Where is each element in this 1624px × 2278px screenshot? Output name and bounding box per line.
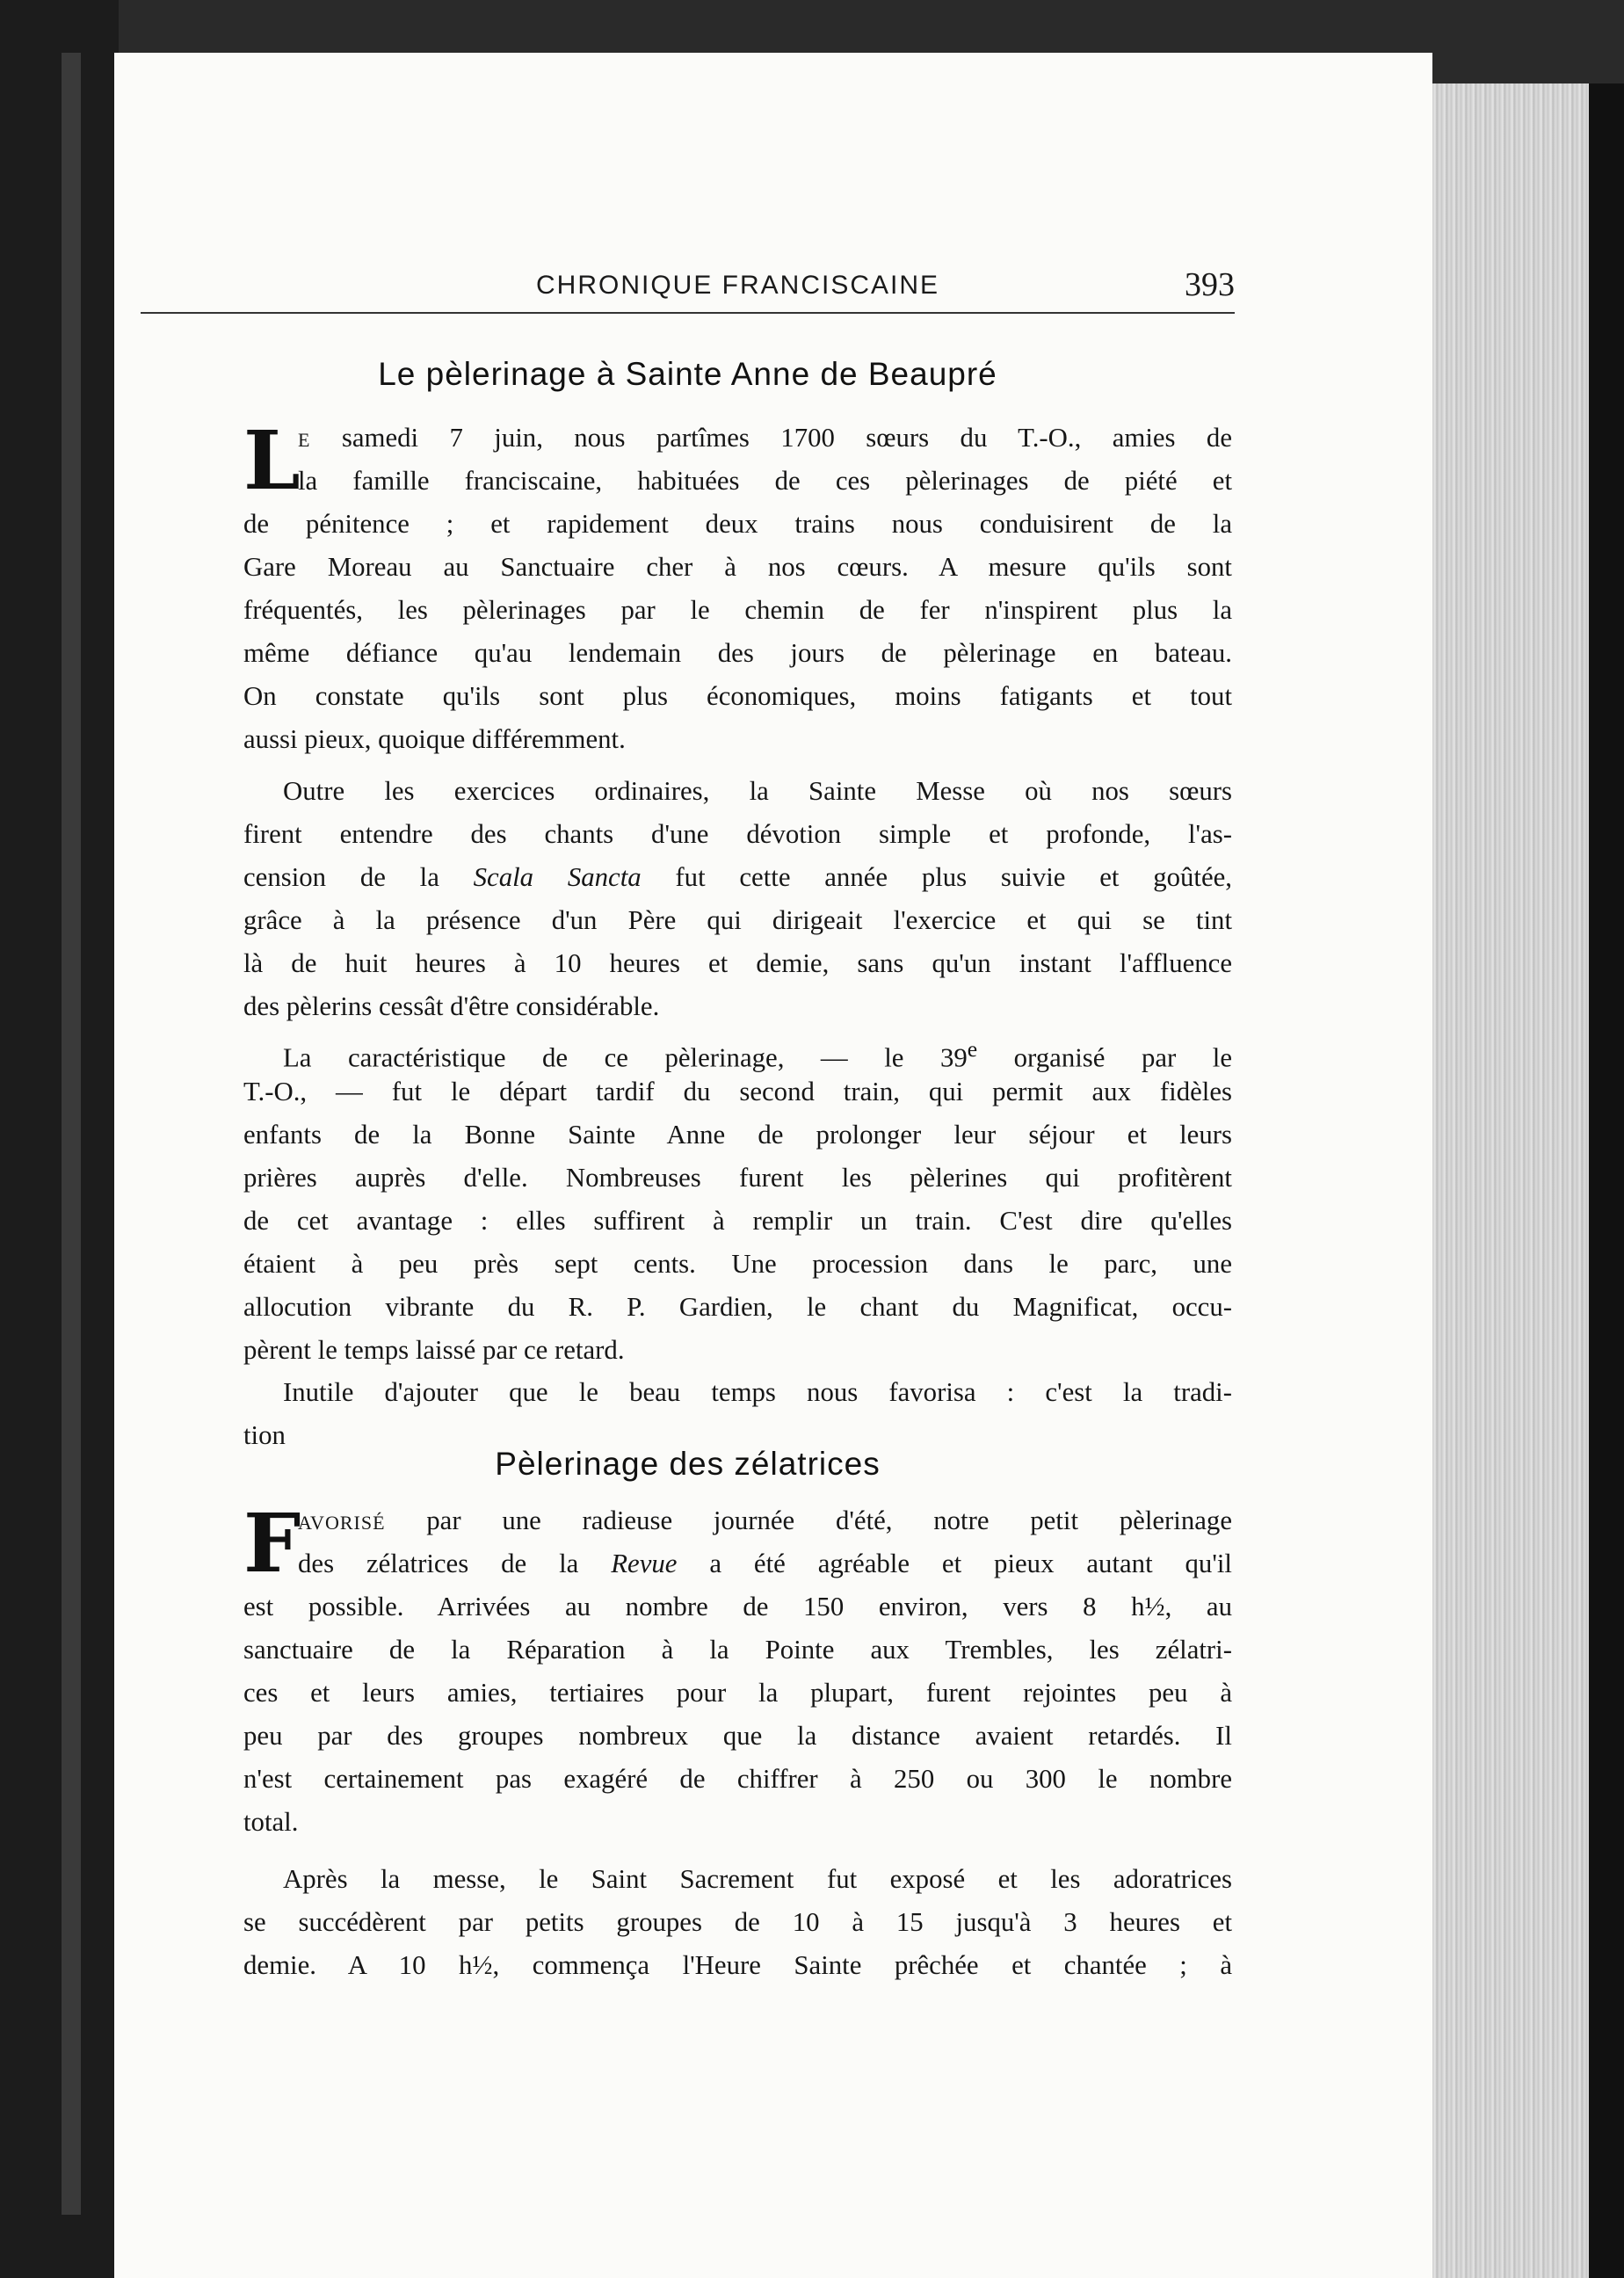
text-line [243, 1542, 1232, 1585]
page-edge-shadow [1589, 83, 1624, 2278]
section-title-beaupre: Le pèlerinage à Sainte Anne de Beaupré [378, 356, 997, 392]
line-text: organisé par le [1013, 1042, 1232, 1073]
text-line [243, 1499, 1232, 1542]
page-number: 393 [1185, 266, 1235, 303]
superscript: e [967, 1036, 978, 1062]
line-text: par une radieuse journée d'été, notre petit pèlerinage [426, 1505, 1232, 1535]
text-line: étaient à peu près sept cents. Une procession dans le parc, une [243, 1249, 1232, 1279]
section-title-zelatrices: Pèlerinage des zélatrices [495, 1446, 881, 1482]
text-line: Outre les exercices ordinaires, la Sainte Messe où nos sœurs [283, 776, 1232, 806]
text-line: Inutile d'ajouter que le beau temps nous favorisa : c'est la tradi- [283, 1377, 1232, 1407]
book-spine [0, 0, 119, 2278]
text-line: fréquentés, les pèlerinages par le chemin de fer n'inspirent plus la [243, 595, 1232, 625]
drop-cap: F [243, 1496, 301, 1591]
text-line: de cet avantage : elles suffirent à remplir un train. C'est dire qu'elles [243, 1206, 1232, 1236]
line-text: fut cette année plus suivie et goûtée, [675, 862, 1233, 892]
text-line: Après la messe, le Saint Sacrement fut exposé et les adoratrices [283, 1864, 1232, 1894]
italic-title: Revue [611, 1549, 678, 1578]
text-line: firent entendre des chants d'une dévotion simple et profonde, l'as- [243, 819, 1232, 849]
text-line: prières auprès d'elle. Nombreuses furent les pèlerines qui profitèrent [243, 1163, 1232, 1193]
text-line: On constate qu'ils sont plus économiques, moins fatigants et tout [243, 681, 1232, 711]
text-line: enfants de la Bonne Sainte Anne de prolonger leur séjour et leurs [243, 1120, 1232, 1150]
text-line: demie. A 10 h½, commença l'Heure Sainte prêchée et chantée ; à [243, 1950, 1232, 1980]
text-line: là de huit heures à 10 heures et demie, sans qu'un instant l'affluence [243, 948, 1232, 978]
text-line: aussi pieux, quoique différemment. [243, 724, 626, 754]
text-line: est possible. Arrivées au nombre de 150 environ, vers 8 h½, au [243, 1592, 1232, 1621]
small-caps-text: AVORISÉ [298, 1512, 386, 1534]
text-line: Gare Moreau au Sanctuaire cher à nos cœurs. A mesure qu'ils sont [243, 552, 1232, 582]
text-line: des pèlerins cessât d'être considérable. [243, 991, 660, 1021]
text-line: n'est certainement pas exagéré de chiffrer à 250 ou 300 le nombre [243, 1764, 1232, 1794]
page-header [141, 264, 1235, 316]
header-rule [141, 312, 1235, 314]
text-line [243, 856, 1232, 899]
paragraph-1 [243, 413, 1232, 761]
italic-title: Scala Sancta [473, 862, 642, 892]
text-line: allocution vibrante du R. P. Gardien, le chant du Magnificat, occu- [243, 1292, 1232, 1322]
gutter-shadow [62, 53, 81, 2215]
drop-cap: L [243, 413, 301, 508]
paragraph-3 [243, 1027, 1232, 1372]
paragraph-4 [243, 1371, 1232, 1457]
text-line: même défiance qu'au lendemain des jours de pèlerinage en bateau. [243, 638, 1232, 668]
text-line: total. [243, 1807, 299, 1837]
text-line: se succédèrent par petits groupes de 10 à 15 jusqu'à 3 heures et [243, 1907, 1232, 1937]
text-line: grâce à la présence d'un Père qui dirigeait l'exercice et qui se tint [243, 905, 1232, 935]
line-text: samedi 7 juin, nous partîmes 1700 sœurs du T.-O., amies de [341, 423, 1232, 453]
paragraph-2 [243, 770, 1232, 1028]
text-line [243, 417, 1232, 460]
paragraph-6 [243, 1858, 1232, 1987]
line-text: cension de la [243, 862, 439, 892]
page-edges [1432, 83, 1589, 2278]
text-line: ces et leurs amies, tertiaires pour la plupart, furent rejointes peu à [243, 1678, 1232, 1708]
text-line: peu par des groupes nombreux que la distance avaient retardés. Il [243, 1721, 1232, 1751]
line-text: a été agréable et pieux autant qu'il [709, 1549, 1232, 1578]
text-line: la famille franciscaine, habituées de ces pèlerinages de piété et [298, 466, 1232, 496]
text-line: sanctuaire de la Réparation à la Pointe aux Trembles, les zélatri- [243, 1635, 1232, 1665]
text-line [243, 1027, 1232, 1073]
small-caps-text: E [298, 429, 311, 451]
line-text: des zélatrices de la [298, 1549, 579, 1578]
paragraph-5 [243, 1496, 1232, 1844]
running-head: CHRONIQUE FRANCISCAINE [536, 271, 940, 300]
text-line: de pénitence ; et rapidement deux trains nous conduisirent de la [243, 509, 1232, 539]
text-line: T.-O., — fut le départ tardif du second train, qui permit aux fidèles [243, 1077, 1232, 1106]
text-line: pèrent le temps laissé par ce retard. [243, 1335, 625, 1365]
text-line: tion [243, 1420, 286, 1450]
line-text: La caractéristique de ce pèlerinage, — le 39 [283, 1042, 968, 1073]
